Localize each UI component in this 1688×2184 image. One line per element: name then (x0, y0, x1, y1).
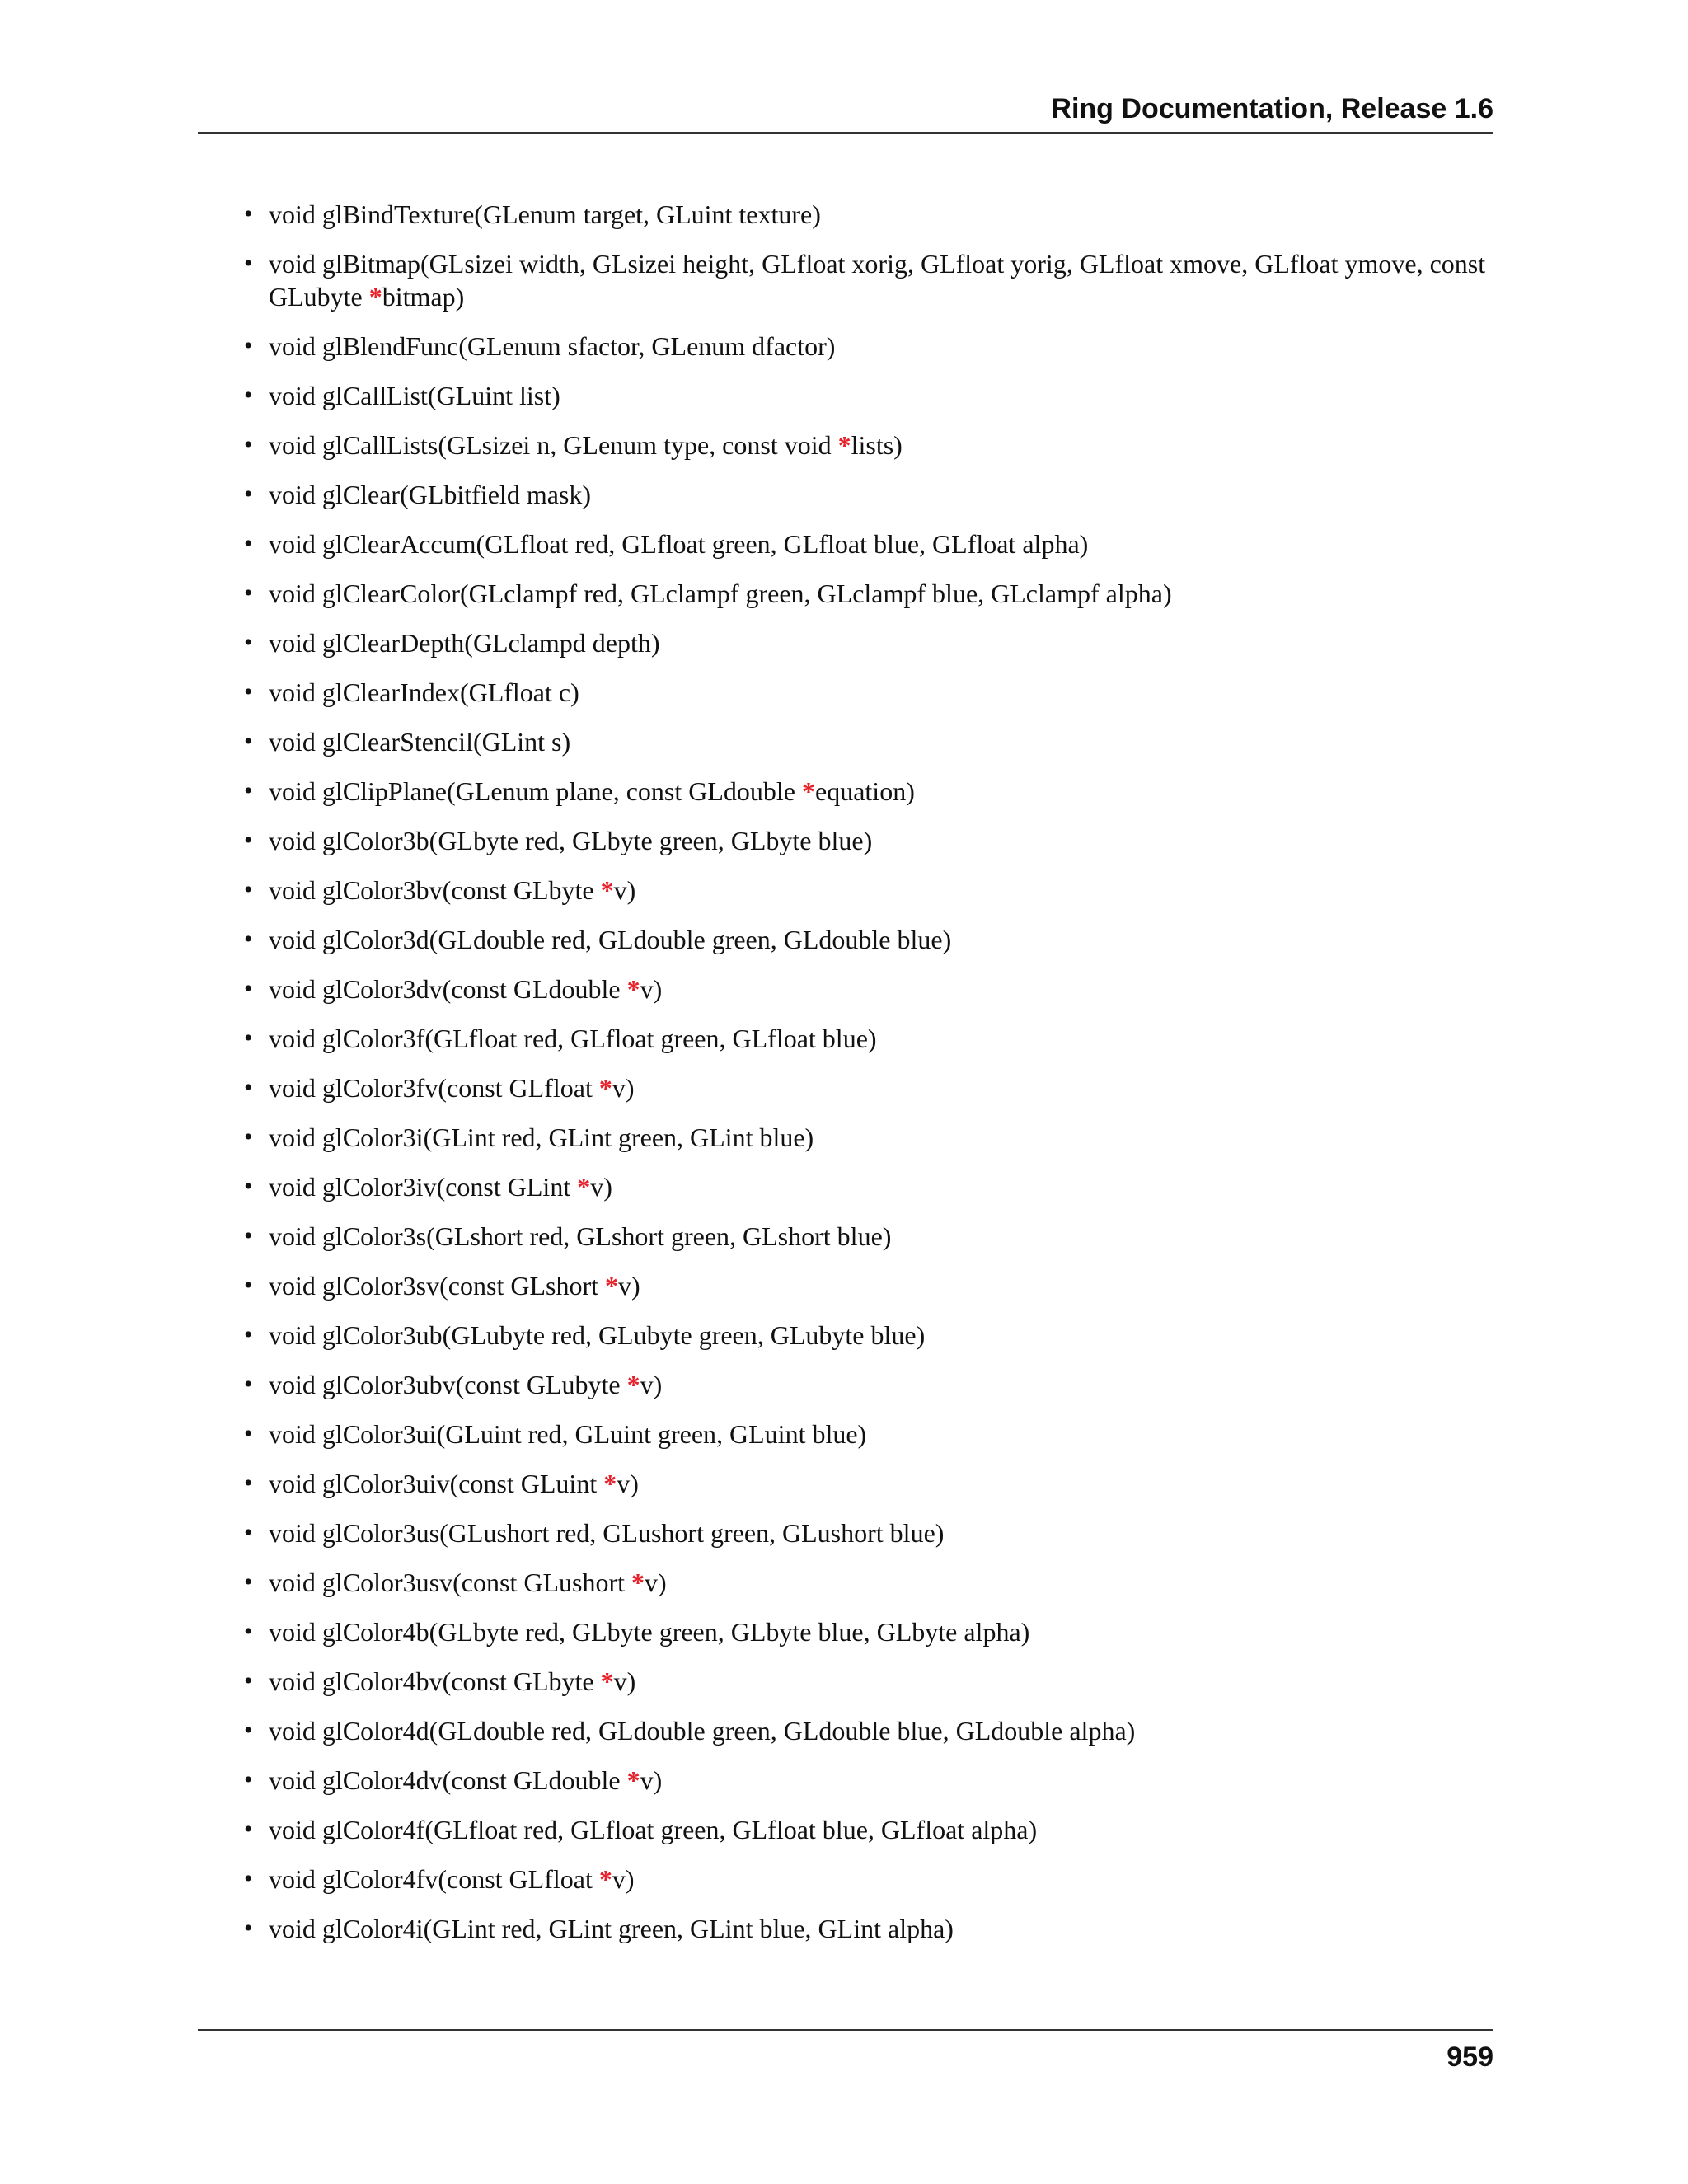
signature-text: v) (617, 1271, 640, 1301)
signature-text: void glColor3ubv(const GLubyte (269, 1370, 627, 1399)
signature-text: void glColor4fv(const GLfloat (269, 1864, 599, 1894)
signature-text: lists) (851, 430, 903, 460)
list-item (244, 972, 1493, 1005)
function-signature (269, 776, 915, 806)
pointer-asterisk: * (600, 875, 614, 905)
bullet-icon: • (244, 1915, 253, 1942)
signature-text: void glColor3fv(const GLfloat (269, 1073, 599, 1103)
function-signature-list (244, 198, 1493, 1945)
bullet-icon: • (244, 332, 253, 359)
function-signature (269, 1716, 1135, 1746)
pointer-asterisk: * (603, 1469, 617, 1498)
list-item (244, 478, 1493, 511)
bullet-icon: • (244, 530, 253, 557)
function-signature (269, 1370, 662, 1399)
function-signature (269, 826, 872, 855)
bullet-icon: • (244, 1123, 253, 1151)
function-signature (269, 480, 591, 509)
function-signature (269, 1122, 814, 1152)
list-item (244, 874, 1493, 907)
bullet-icon: • (244, 579, 253, 607)
list-item (244, 676, 1493, 709)
list-item (244, 527, 1493, 560)
list-item (244, 1863, 1493, 1896)
pointer-asterisk: * (598, 1864, 612, 1894)
list-item (244, 1566, 1493, 1599)
signature-text: v) (613, 875, 636, 905)
bullet-icon: • (244, 1074, 253, 1101)
list-item (244, 379, 1493, 412)
list-item (244, 1764, 1493, 1797)
bullet-icon: • (244, 1865, 253, 1892)
list-item (244, 1368, 1493, 1401)
list-item (244, 1121, 1493, 1154)
signature-text: void glCallLists(GLsizei n, GLenum type, const void (269, 430, 838, 460)
list-item (244, 1813, 1493, 1846)
bullet-icon: • (244, 1667, 253, 1694)
function-signature (269, 1617, 1029, 1647)
pointer-asterisk: * (626, 1370, 640, 1399)
function-signature (269, 1221, 891, 1251)
list-item (244, 247, 1493, 313)
bullet-icon: • (244, 1816, 253, 1843)
signature-text: void glColor4d(GLdouble red, GLdouble green, GLdouble blue, GLdouble alpha) (269, 1716, 1136, 1746)
signature-text: void glColor3s(GLshort red, GLshort green, GLshort blue) (269, 1221, 892, 1251)
list-item (244, 330, 1493, 363)
pointer-asterisk: * (600, 1666, 614, 1696)
signature-text: void glColor3bv(const GLbyte (269, 875, 601, 905)
signature-text: v) (640, 974, 663, 1004)
signature-text: void glBitmap(GLsizei width, GLsizei height, GLfloat xorig, GLfloat yorig, GLfloat xmove, GLfloat ymove, const GLubyte (269, 249, 1486, 312)
signature-text: void glColor4b(GLbyte red, GLbyte green, GLbyte blue, GLbyte alpha) (269, 1617, 1030, 1647)
signature-text: void glColor4dv(const GLdouble (269, 1765, 627, 1795)
page-footer (198, 2029, 1493, 2073)
bullet-icon: • (244, 1173, 253, 1200)
signature-text: void glColor3ub(GLubyte red, GLubyte green, GLubyte blue) (269, 1320, 926, 1350)
function-signature (269, 199, 821, 229)
function-signature (269, 1914, 954, 1943)
list-item (244, 577, 1493, 610)
signature-text: void glColor3ui(GLuint red, GLuint green, GLuint blue) (269, 1419, 867, 1449)
bullet-icon: • (244, 629, 253, 656)
bullet-icon: • (244, 480, 253, 508)
bullet-icon: • (244, 678, 253, 705)
function-signature (269, 727, 570, 757)
pointer-asterisk: * (626, 974, 640, 1004)
signature-text: v) (590, 1172, 612, 1202)
pointer-asterisk: * (626, 1765, 640, 1795)
list-item (244, 1467, 1493, 1500)
function-signature (269, 628, 660, 658)
list-item (244, 1319, 1493, 1352)
bullet-icon: • (244, 250, 253, 277)
bullet-icon: • (244, 827, 253, 854)
bullet-icon: • (244, 1222, 253, 1249)
pointer-asterisk: * (604, 1271, 618, 1301)
list-item (244, 198, 1493, 231)
signature-text: void glClearStencil(GLint s) (269, 727, 571, 757)
signature-text: void glClear(GLbitfield mask) (269, 480, 592, 509)
bullet-icon: • (244, 1519, 253, 1546)
function-signature (269, 1024, 877, 1053)
function-signature (269, 1271, 640, 1301)
bullet-icon: • (244, 382, 253, 409)
page-number: 959 (1447, 2041, 1493, 2073)
signature-text: void glColor3dv(const GLdouble (269, 974, 627, 1004)
signature-text: void glBindTexture(GLenum target, GLuint texture) (269, 199, 821, 229)
signature-text: v) (640, 1765, 663, 1795)
bullet-icon: • (244, 1371, 253, 1398)
list-item (244, 1665, 1493, 1698)
signature-text: void glColor4f(GLfloat red, GLfloat green, GLfloat blue, GLfloat alpha) (269, 1815, 1038, 1844)
list-item (244, 1220, 1493, 1253)
list-item (244, 1912, 1493, 1945)
signature-text: void glCallList(GLuint list) (269, 381, 560, 410)
signature-text: void glColor3iv(const GLint (269, 1172, 578, 1202)
signature-text: void glColor3i(GLint red, GLint green, GLint blue) (269, 1122, 814, 1152)
signature-text: void glColor3f(GLfloat red, GLfloat green, GLfloat blue) (269, 1024, 877, 1053)
signature-text: void glColor3usv(const GLushort (269, 1568, 631, 1597)
list-item (244, 1170, 1493, 1203)
page-content (244, 198, 1493, 1961)
list-item (244, 725, 1493, 758)
list-item (244, 1071, 1493, 1104)
signature-text: v) (612, 1073, 635, 1103)
function-signature (269, 1518, 944, 1548)
signature-text: v) (640, 1370, 663, 1399)
bullet-icon: • (244, 1272, 253, 1299)
function-signature (269, 331, 835, 361)
pointer-asterisk: * (577, 1172, 591, 1202)
list-item (244, 824, 1493, 857)
signature-text: void glBlendFunc(GLenum sfactor, GLenum dfactor) (269, 331, 836, 361)
list-item (244, 1714, 1493, 1747)
bullet-icon: • (244, 975, 253, 1002)
bullet-icon: • (244, 1618, 253, 1645)
function-signature (269, 1666, 635, 1696)
list-item (244, 923, 1493, 956)
function-signature (269, 1815, 1037, 1844)
signature-text: void glClearDepth(GLclampd depth) (269, 628, 660, 658)
function-signature (269, 974, 662, 1004)
signature-text: void glColor3uiv(const GLuint (269, 1469, 604, 1498)
function-signature (269, 430, 903, 460)
document-title: Ring Documentation, Release 1.6 (1051, 93, 1493, 124)
function-signature (269, 1864, 634, 1894)
bullet-icon: • (244, 777, 253, 804)
function-signature (269, 1568, 667, 1597)
function-signature (269, 1419, 866, 1449)
function-signature (269, 249, 1485, 312)
bullet-icon: • (244, 728, 253, 755)
signature-text: void glColor3d(GLdouble red, GLdouble green, GLdouble blue) (269, 925, 952, 954)
signature-text: void glColor4i(GLint red, GLint green, GLint blue, GLint alpha) (269, 1914, 954, 1943)
pointer-asterisk: * (368, 282, 382, 312)
function-signature (269, 925, 951, 954)
bullet-icon: • (244, 1024, 253, 1052)
signature-text: void glClearColor(GLclampf red, GLclampf green, GLclampf blue, GLclampf alpha) (269, 579, 1172, 608)
signature-text: v) (613, 1666, 636, 1696)
pointer-asterisk: * (631, 1568, 645, 1597)
bullet-icon: • (244, 926, 253, 953)
bullet-icon: • (244, 1568, 253, 1596)
function-signature (269, 875, 635, 905)
bullet-icon: • (244, 1469, 253, 1497)
signature-text: void glColor4bv(const GLbyte (269, 1666, 601, 1696)
signature-text: void glClearIndex(GLfloat c) (269, 677, 579, 707)
function-signature (269, 1469, 639, 1498)
signature-text: v) (612, 1864, 635, 1894)
list-item (244, 1418, 1493, 1451)
signature-text: void glColor3b(GLbyte red, GLbyte green, GLbyte blue) (269, 826, 873, 855)
list-item (244, 1022, 1493, 1055)
list-item (244, 1615, 1493, 1648)
pointer-asterisk: * (802, 776, 815, 806)
bullet-icon: • (244, 1321, 253, 1348)
signature-text: bitmap) (382, 282, 465, 312)
list-item (244, 1516, 1493, 1549)
signature-text: void glClearAccum(GLfloat red, GLfloat green, GLfloat blue, GLfloat alpha) (269, 529, 1089, 559)
signature-text: void glColor3sv(const GLshort (269, 1271, 605, 1301)
pointer-asterisk: * (837, 430, 851, 460)
list-item (244, 429, 1493, 462)
bullet-icon: • (244, 876, 253, 903)
list-item (244, 775, 1493, 808)
list-item (244, 1269, 1493, 1302)
page-header (198, 89, 1493, 134)
signature-text: void glClipPlane(GLenum plane, const GLdouble (269, 776, 802, 806)
bullet-icon: • (244, 1717, 253, 1744)
signature-text: v) (617, 1469, 639, 1498)
signature-text: v) (644, 1568, 667, 1597)
function-signature (269, 677, 579, 707)
function-signature (269, 1172, 612, 1202)
function-signature (269, 1320, 925, 1350)
function-signature (269, 1073, 634, 1103)
function-signature (269, 579, 1172, 608)
function-signature (269, 529, 1088, 559)
bullet-icon: • (244, 200, 253, 227)
signature-text: equation) (815, 776, 915, 806)
bullet-icon: • (244, 1420, 253, 1447)
bullet-icon: • (244, 1766, 253, 1793)
list-item (244, 626, 1493, 659)
signature-text: void glColor3us(GLushort red, GLushort green, GLushort blue) (269, 1518, 945, 1548)
function-signature (269, 1765, 662, 1795)
function-signature (269, 381, 560, 410)
pointer-asterisk: * (598, 1073, 612, 1103)
bullet-icon: • (244, 431, 253, 458)
